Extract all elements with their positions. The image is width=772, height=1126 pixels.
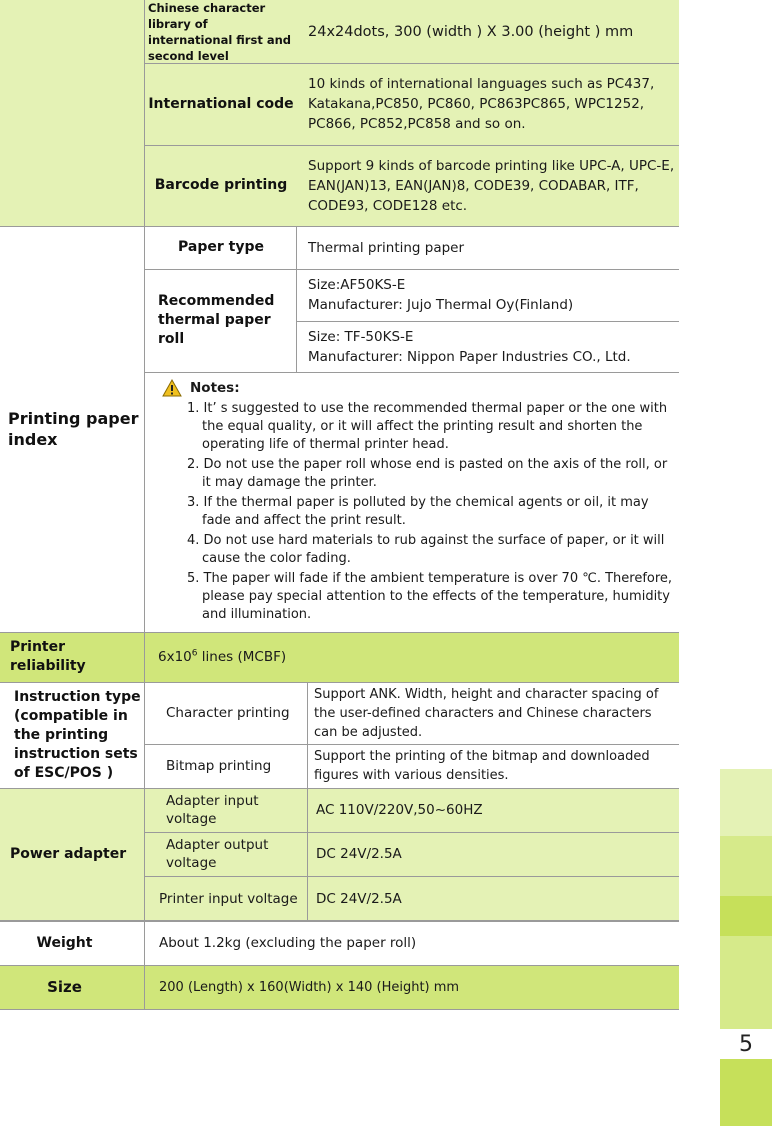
roll-option1: Size:AF50KS-E Manufacturer: Jujo Thermal Oy(Finland) [308,277,574,313]
note-item: 4. Do not use hard materials to rub against the surface of paper, or it will cause the color fading. [187,533,665,566]
warning-icon [162,379,182,397]
roll-option1-cell [308,269,676,321]
intl-code-label-cell [148,63,294,145]
notes-header [162,376,676,400]
adapter-input-label-cell [166,788,306,832]
divider [144,0,145,1009]
printer-input-value: DC 24V/2.5A [316,890,402,907]
barcode-value-cell [308,145,676,226]
divider [307,682,308,788]
roll-label-cell [158,269,294,372]
intl-code-label: International code [148,95,294,112]
size-value: 200 (Length) x 160(Width) x 140 (Height) mm [159,979,460,995]
paper-type-label-cell [148,226,294,269]
notes-block [148,376,676,624]
char-library-value-cell [308,0,676,63]
instruction-label-cell [14,682,142,788]
printer-input-label-cell [159,876,306,921]
paper-type-value-cell [308,226,676,269]
adapter-input-value-cell [316,788,676,832]
note-item: 5. The paper will fade if the ambient temperature is over 70 ℃. Therefore, please pay special attention to the effects of the temperature, humidity and illumination. [187,571,673,622]
char-printing-label-cell [166,682,306,744]
reliability-exponent: 6 [191,648,198,659]
side-tab [720,1059,772,1126]
barcode-value: Support 9 kinds of barcode printing like UPC-A, UPC-E, EAN(JAN)13, EAN(JAN)8, CODE39, CODABAR, ITF, CODE93, CODE128 etc. [308,157,675,214]
power-label: Power adapter [10,846,127,862]
roll-option2-cell [308,321,676,372]
adapter-output-value: DC 24V/2.5A [316,846,402,862]
adapter-input-label: Adapter input voltage [166,793,259,827]
paper-type-value: Thermal printing paper [308,239,465,256]
reliability-label-cell [10,632,144,682]
roll-label: Recommended thermal paper roll [158,293,275,347]
paper-index-label-cell [8,226,142,632]
power-label-cell [10,788,142,921]
page-number: 5 [739,1031,753,1057]
instruction-label: Instruction type (compatible in the printing instruction sets of ESC/POS ) [14,688,141,781]
adapter-output-label: Adapter output voltage [166,837,269,871]
char-library-label-cell [148,1,294,63]
adapter-output-value-cell [316,832,676,876]
weight-label: Weight [36,934,93,951]
bitmap-printing-label-cell [166,744,306,788]
char-library-value: 24x24dots, 300 (width ) X 3.00 (height ) mm [308,23,634,40]
printer-input-label: Printer input voltage [159,890,298,907]
weight-value-cell [159,921,676,965]
note-item: 1. It’ s suggested to use the recommended thermal paper or the one with the equal quality, or it will affect the printing result and shorten the operating life of thermal printer head. [187,401,668,452]
notes-title: Notes: [190,380,240,396]
weight-label-cell [0,921,129,965]
reliability-value-cell [158,632,676,682]
reliability-rest: lines (MCBF) [197,649,287,665]
divider [0,1009,679,1010]
size-value-cell [159,965,676,1009]
reliability-value [158,647,286,667]
reliability-label: Printer reliability [10,639,86,674]
adapter-input-value: AC 110V/220V,50~60HZ [316,802,483,818]
side-tab [720,936,772,1029]
side-tab [720,836,772,896]
note-item: 3. If the thermal paper is polluted by the chemical agents or oil, it may fade and affect the print result. [187,495,649,528]
char-printing-label: Character printing [166,705,290,721]
note-item: 2. Do not use the paper roll whose end is pasted on the axis of the roll, or it may damage the printer. [187,457,668,490]
bitmap-printing-value-cell [314,744,679,788]
paper-type-label: Paper type [178,239,264,255]
divider [307,788,308,921]
intl-code-value-cell [308,63,676,145]
size-label: Size [47,977,82,996]
intl-code-value: 10 kinds of international languages such as PC437, Katakana,PC850, PC860, PC863PC865, WPC1252, PC866, PC852,PC858 and so on. [308,76,655,132]
side-tab [720,896,772,936]
char-printing-value: Support ANK. Width, height and character spacing of the user-defined characters and Chinese characters can be adjusted. [314,686,659,740]
char-printing-value-cell [314,682,679,744]
size-label-cell [0,965,129,1009]
barcode-label: Barcode printing [154,177,288,193]
barcode-label-cell [148,145,294,226]
divider [144,372,679,373]
bitmap-printing-label: Bitmap printing [166,758,272,774]
char-library-label: Chinese character library of international first and second level [148,1,291,63]
reliability-base: 6x10 [158,649,192,665]
weight-value: About 1.2kg (excluding the paper roll) [159,935,417,951]
side-tab [720,769,772,836]
roll-option2: Size: TF-50KS-E Manufacturer: Nippon Paper Industries CO., Ltd. [308,328,631,365]
adapter-output-label-cell [166,832,306,876]
divider [296,226,297,372]
paper-index-label: Printing paper index [8,409,139,449]
printer-input-value-cell [316,876,676,921]
bitmap-printing-value: Support the printing of the bitmap and downloaded figures with various densities. [314,749,650,783]
